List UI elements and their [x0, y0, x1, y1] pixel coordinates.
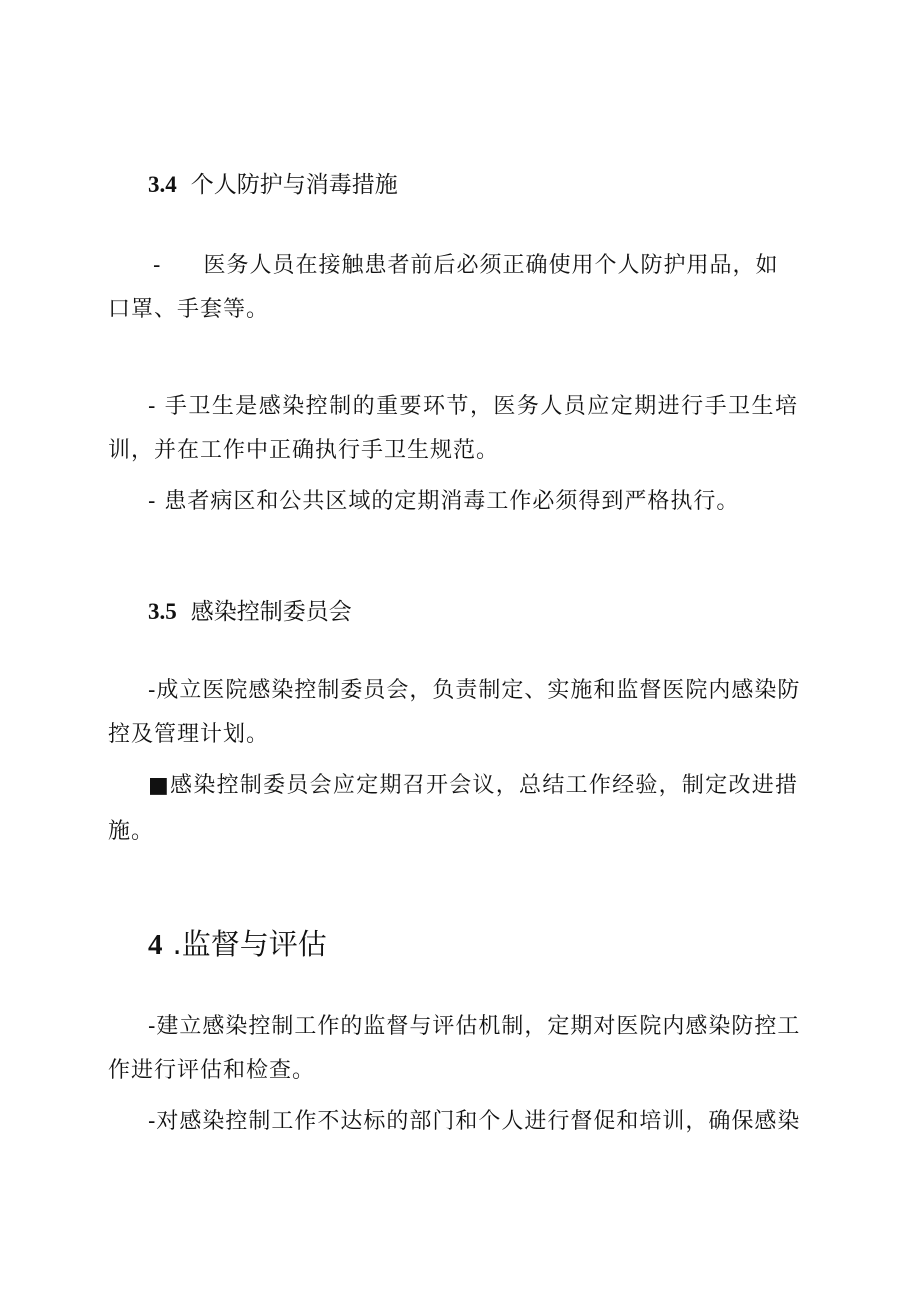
paragraph-line: 控及管理计划。	[108, 722, 270, 747]
paragraph-line: 作进行评估和检查。	[108, 1058, 316, 1083]
paragraph-line: ■感染控制委员会应定期召开会议，总结工作经验，制定改进措	[148, 773, 798, 798]
paragraph-line: -对感染控制工作不达标的部门和个人进行督促和培训，确保感染	[148, 1109, 801, 1134]
section-title: .监督与评估	[172, 927, 327, 961]
section-number: 3.5	[148, 599, 177, 624]
section-number: 3.4	[148, 172, 177, 197]
bullet-dash: -	[153, 253, 162, 278]
paragraph-line: - 患者病区和公共区域的定期消毒工作必须得到严格执行。	[148, 489, 740, 514]
paragraph-line: 施。	[108, 819, 155, 844]
section-number: 4	[148, 929, 163, 961]
section-heading-3-4	[148, 166, 398, 199]
section-heading-4	[148, 922, 327, 963]
section-heading-3-5	[148, 593, 352, 626]
paragraph-line: - 手卫生是感染控制的重要环节，医务人员应定期进行手卫生培	[148, 394, 798, 419]
paragraph-text: 医务人员在接触患者前后必须正确使用个人防护用品，如	[203, 253, 779, 278]
paragraph-line: 口罩、手套等。	[108, 297, 270, 322]
paragraph-line	[148, 248, 798, 279]
section-title: 个人防护与消毒措施	[190, 172, 398, 198]
paragraph-line: -成立医院感染控制委员会，负责制定、实施和监督医院内感染防	[148, 678, 801, 703]
paragraph-line: 训，并在工作中正确执行手卫生规范。	[108, 438, 500, 463]
section-title: 感染控制委员会	[190, 599, 352, 625]
paragraph-line: -建立感染控制工作的监督与评估机制，定期对医院内感染防控工	[148, 1014, 801, 1039]
